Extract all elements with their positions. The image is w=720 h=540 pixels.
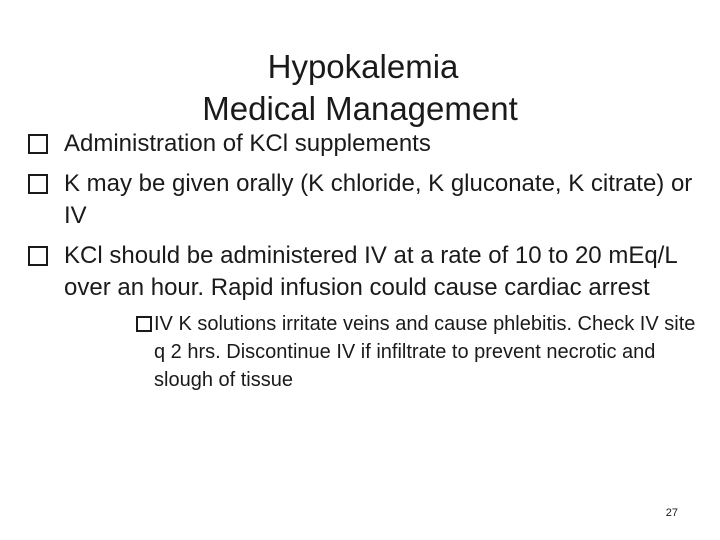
sub-bullet-box-icon [136,316,152,332]
bullet-item [28,128,698,160]
bullet-text: Administration of KCl supplements [64,130,431,157]
bullet-text: KCl should be administered IV at a rate of 10 to 20 mEq/L over an hour. Rapid infusion could cause cardiac arrest [64,242,677,301]
bullet-box-icon [28,134,48,154]
bullet-box-icon [28,174,48,194]
sub-bullet-list [64,310,698,394]
sub-bullet-text: IV K solutions irritate veins and cause phlebitis. Check IV site q 2 hrs. Discontinue IV if infiltrate to prevent necrotic and slough of tissue [154,313,696,391]
title-line-1: Hypokalemia [267,48,459,85]
bullet-item [28,168,698,232]
title-line-2: Medical Management [202,90,518,127]
bullet-list [28,128,698,402]
sub-bullet-item [64,310,698,394]
bullet-box-icon [28,246,48,266]
bullet-text: K may be given orally (K chloride, K gluconate, K citrate) or IV [64,170,693,229]
slide-number: 27 [665,507,678,519]
bullet-item [28,240,698,394]
slide-title [0,46,720,130]
